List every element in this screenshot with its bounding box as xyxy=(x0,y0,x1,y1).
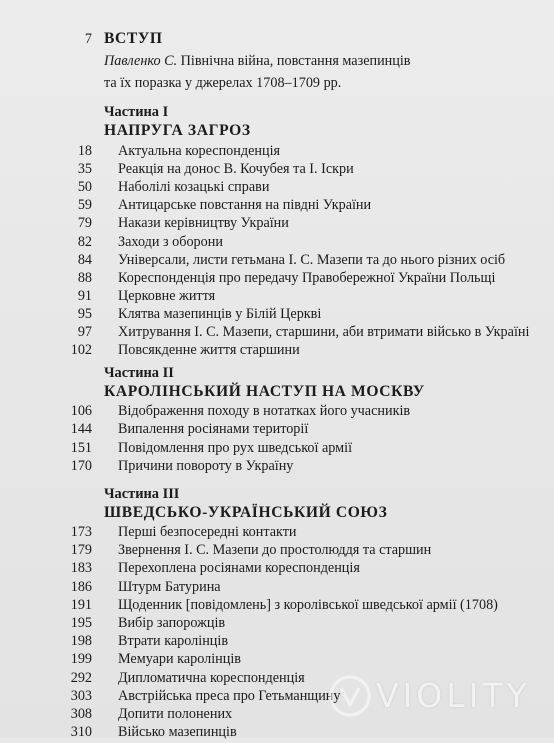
violity-logo-icon xyxy=(328,674,372,718)
page-number: 88 xyxy=(77,269,92,286)
entry-title: Допити полонених xyxy=(118,706,233,722)
page-number: 179 xyxy=(70,542,92,559)
page-number: 303 xyxy=(70,687,92,704)
entry-title: Антицарське повстання на півдні України xyxy=(118,197,372,214)
entry-title: Причини повороту в Україну xyxy=(118,458,294,475)
entry-title: Австрійська преса про Гетьманщину xyxy=(118,687,341,704)
page-number: 97 xyxy=(77,324,92,340)
toc-entry xyxy=(0,339,554,361)
entry-title: Вибір запорожців xyxy=(118,615,226,631)
entry-title: Наболілі козацькі справи xyxy=(118,179,270,196)
entry-title: Кореспонденція про передачу Правобережної України Польщі xyxy=(118,269,496,286)
page-number: 91 xyxy=(77,287,92,304)
watermark xyxy=(318,664,554,728)
entry-title: Універсали, листи гетьмана І. С. Мазепи та до нього різних осіб xyxy=(118,251,506,268)
page-number: 79 xyxy=(77,215,92,232)
entry-title: Звернення І. С. Мазепи до простолюддя та старшин xyxy=(118,542,432,559)
entry-title: Штурм Батурина xyxy=(118,578,221,595)
part2-title: КАРОЛІНСЬКИЙ НАСТУП НА МОСКВУ xyxy=(104,383,425,400)
entry-title: Актуальна кореспонденція xyxy=(118,143,281,159)
part1-title: НАПРУГА ЗАГРОЗ xyxy=(104,122,251,139)
entry-title: Хитрування І. С. Мазепи, старшини, аби втримати військо в Україні xyxy=(118,324,530,340)
page-number: 35 xyxy=(77,161,92,178)
page-number: 144 xyxy=(70,421,92,438)
part2-label: Частина ІІ xyxy=(104,365,174,381)
page-number: 50 xyxy=(77,179,92,196)
entry-title: Дипломатична кореспонденція xyxy=(118,669,305,686)
page-number: 82 xyxy=(77,233,92,250)
page-number: 102 xyxy=(70,342,92,359)
intro-line-1 xyxy=(0,50,554,72)
intro-line1-rest: Північна війна, повстання мазепинців xyxy=(177,53,411,69)
bleed-through-text xyxy=(432,232,435,247)
page-number: 308 xyxy=(70,706,92,722)
entry-title: Реакція на донос В. Кочубея та І. Іскри xyxy=(118,161,354,178)
entry-title: Військо мазепинців xyxy=(118,724,237,741)
page-number: 198 xyxy=(70,633,92,650)
entry-title: Мемуари каролінців xyxy=(118,651,241,668)
entry-title: Повідомлення про рух шведської армії xyxy=(118,439,353,456)
entry-title: Втрати каролінців xyxy=(118,633,229,650)
page-number: 199 xyxy=(70,651,92,668)
entry-title: Відображення походу в нотатках його учасників xyxy=(118,403,411,419)
page-number: 173 xyxy=(70,524,92,540)
page-number: 59 xyxy=(77,197,92,214)
page-number: 186 xyxy=(70,578,92,595)
entry-title: Перехоплена росіянами кореспонденція xyxy=(118,560,360,577)
page-number: 106 xyxy=(70,403,92,419)
part1-label: Частина І xyxy=(104,104,169,120)
entry-title: Випалення росіянами території xyxy=(118,421,309,438)
page-number: 183 xyxy=(70,560,92,577)
entry-title: Накази керівництву України xyxy=(118,215,289,232)
entry-title: Заходи з оборони xyxy=(118,233,223,250)
page-number: 95 xyxy=(77,305,92,322)
intro-title: ВСТУП xyxy=(104,30,163,47)
page-number: 310 xyxy=(70,724,92,741)
intro-line2-text: та їх поразка у джерелах 1708–1709 рр. xyxy=(104,75,342,91)
page-number: 18 xyxy=(77,143,92,159)
entry-title: Щоденник [повідомлень] з королівської шведської армії (1708) xyxy=(118,596,498,613)
page-number: 191 xyxy=(70,596,92,613)
entry-title: Клятва мазепинців у Білій Церкві xyxy=(118,305,322,322)
intro-line-2 xyxy=(0,72,554,94)
page-number: 195 xyxy=(70,615,92,631)
entry-title: Перші безпосередні контакти xyxy=(118,524,297,540)
toc-entry-intro xyxy=(0,28,554,50)
part-title xyxy=(0,120,554,142)
intro-author: Павленко С. xyxy=(104,53,178,69)
watermark-text: VIOLITY xyxy=(376,676,531,715)
page-number: 151 xyxy=(70,439,92,456)
page-number: 170 xyxy=(70,458,92,475)
page-number: 84 xyxy=(77,251,92,268)
entry-title: Повсякденне життя старшини xyxy=(118,342,300,359)
part3-title: ШВЕДСЬКО-УКРАЇНСЬКИЙ СОЮЗ xyxy=(104,504,388,521)
toc-entry xyxy=(0,455,554,477)
entry-title: Церковне життя xyxy=(118,287,216,304)
page-number: 7 xyxy=(84,31,92,47)
part3-label: Частина ІІІ xyxy=(104,486,180,502)
page-number: 292 xyxy=(70,669,92,686)
